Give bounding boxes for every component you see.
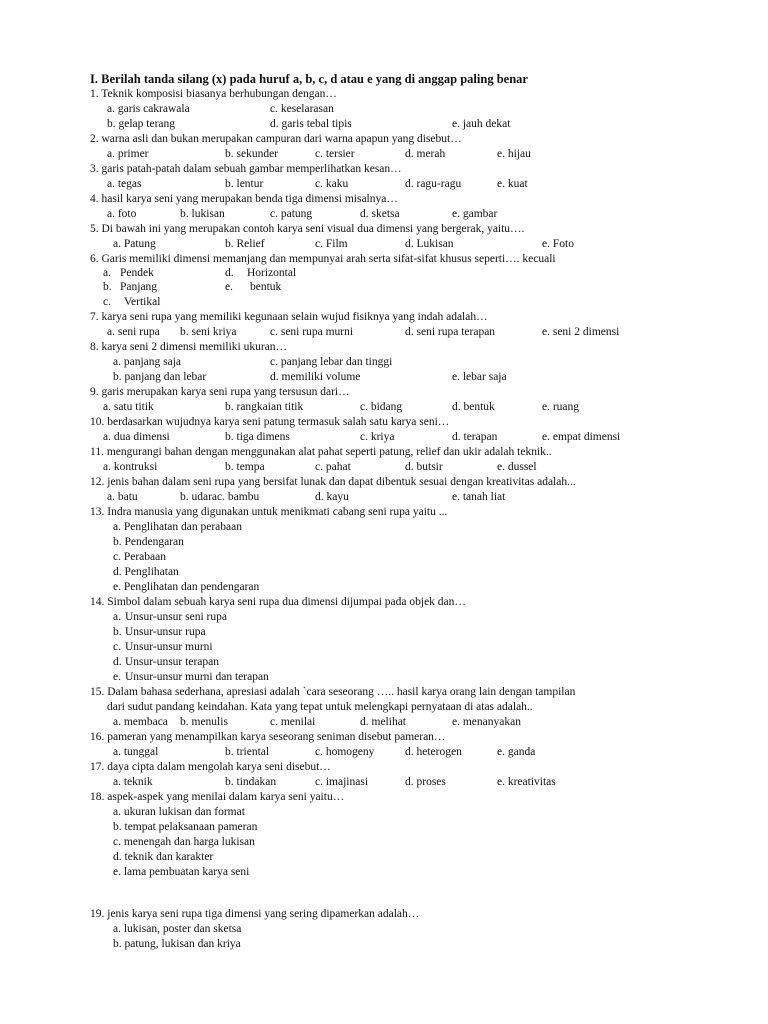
line-text: a. tunggal [113,746,159,758]
line-text: d. teknik dan karakter [113,851,214,863]
line-text: a. [103,267,111,279]
line-text: a. teknik [113,776,153,788]
line-text: c. menilai [270,716,316,728]
line-text: a. kontruksi [103,461,158,473]
section-heading: I. Berilah tanda silang (x) pada huruf a, b, c, d atau e yang di anggap paling benar [90,72,528,86]
line-text: 17. daya cipta dalam mengolah karya seni disebut… [90,761,331,773]
line-text: 8. karya seni 2 dimensi memiliki ukuran… [90,341,288,353]
line-text: a. dua dimensi [103,431,170,443]
line-text: b. tindakan [225,776,277,788]
line-text: d. proses [405,776,446,788]
line-text: d. terapan [452,431,498,443]
line-text: 15. Dalam bahasa sederhana, apresiasi adalah `cara seseorang ….. hasil karya orang lain dengan tampilan [90,686,576,698]
line-text: c. menengah dan harga lukisan [113,836,255,848]
line-text: 5. Di bawah ini yang merupakan contoh karya seni visual dua dimensi yang bergerak, yaitu…. [90,223,525,235]
line-text: b. [103,281,112,293]
line-text: e. [225,281,233,293]
line-text: d. kayu [315,491,349,503]
line-text: b. gelap terang [107,118,176,130]
line-text: a. ukuran lukisan dan format [113,806,245,818]
line-text: e. jauh dekat [452,118,511,130]
line-text: 3. garis patah-patah dalam sebuah gambar memperlihatkan kesan… [90,163,402,175]
line-text: d. Penglihatan [113,566,179,578]
line-text: d. seni rupa terapan [405,326,496,338]
line-text: a. membaca [113,716,168,728]
line-text: c. imajinasi [315,776,369,788]
line-text: c. homogeny [315,746,375,758]
line-text: c. panjang lebar dan tinggi [270,356,393,368]
line-text: a. [113,611,121,623]
line-text: a. batu [107,491,138,503]
line-text: 11. mengurangi bahan dengan menggunakan alat pahat seperti patung, relief dan ukir adalah teknik.. [90,446,552,458]
line-text: a. foto [107,208,137,220]
line-text: e. [113,671,121,683]
line-text: d. butsir [405,461,443,473]
line-text: 18. aspek-aspek yang menilai dalam karya seni yaitu… [90,791,345,803]
line-text: 9. garis merupakan karya seni rupa yang tersusun dari… [90,386,350,398]
line-text: b. patung, lukisan dan kriya [113,938,241,950]
line-text: b. tempat pelaksanaan pameran [113,821,258,833]
line-text: e. kuat [497,178,528,190]
line-text: a. lukisan, poster dan sketsa [113,923,242,935]
line-text: c. seni rupa murni [270,326,354,338]
line-text: d. bentuk [452,401,495,413]
line-text: e. Penglihatan dan pendengaran [113,581,260,593]
line-text: 10. berdasarkan wujudnya karya seni patung termasuk salah satu karya seni… [90,416,450,428]
line-text: a. panjang saja [113,356,182,368]
line-text: e. Foto [542,238,574,250]
line-text: a. primer [107,148,149,160]
line-text: Pendek [120,267,154,279]
line-text: b. Relief [225,238,265,250]
line-text: 13. Indra manusia yang digunakan untuk menikmati cabang seni rupa yaitu ... [90,506,448,518]
line-text: b. tiga dimens [225,431,290,443]
line-text: Unsur-unsur rupa [125,626,206,638]
line-text: e. lebar saja [452,371,507,383]
line-text: c. tersier [315,148,355,160]
line-text: d. memiliki volume [270,371,361,383]
line-text: e. ruang [542,401,580,413]
line-text: 7. karya seni rupa yang memiliki kegunaan selain wujud fisiknya yang indah adalah… [90,311,488,323]
line-text: Horizontal [247,267,297,279]
line-text: 12. jenis bahan dalam seni rupa yang bersifat lunak dan dapat dibentuk sesuai dengan kreativitas adalah... [90,476,576,488]
line-text: e. lama pembuatan karya seni [113,866,250,878]
line-text: d. [225,267,234,279]
line-text: c. Perabaan [113,551,166,563]
line-text: Panjang [120,281,158,293]
line-text: d. garis tebal tipis [270,118,352,130]
line-text: c. kriya [360,431,395,443]
line-text: a. Penglihatan dan perabaan [113,521,242,533]
line-text: d. melihat [360,716,406,728]
line-text: c. bidang [360,401,403,413]
line-text: c. keselarasan [270,103,334,115]
line-text: a. satu titik [103,401,154,413]
line-text: b. tempa [225,461,265,473]
line-text: Unsur-unsur terapan [125,656,219,668]
line-text: c. kaku [315,178,349,190]
line-text: a. Patung [113,238,156,250]
line-text: 19. jenis karya seni rupa tiga dimensi yang sering dipamerkan adalah… [90,908,420,920]
line-text: b. panjang dan lebar [113,371,207,383]
line-text: b. triental [225,746,270,758]
line-text: b. lentur [225,178,264,190]
line-text: a. garis cakrawala [107,103,190,115]
line-text: e. hijau [497,148,531,160]
line-text: e. empat dimensi [542,431,621,443]
line-text: 4. hasil karya seni yang merupakan benda tiga dimensi misalnya… [90,193,398,205]
line-text: 6. Garis memiliki dimensi memanjang dan mempunyai arah serta sifat-sifat khusus seperti…. kecuali [90,253,556,265]
line-text: Unsur-unsur seni rupa [125,611,227,623]
line-text: a. seni rupa [107,326,160,338]
line-text: 14. Simbol dalam sebuah karya seni rupa dua dimensi dijumpai pada objek dan… [90,596,466,608]
line-text: Unsur-unsur murni dan terapan [125,671,269,683]
line-text: d. merah [405,148,446,160]
line-text: e. gambar [452,208,498,220]
line-text: c. pahat [315,461,351,473]
line-text: b. lukisan [180,208,225,220]
line-text: Unsur-unsur murni [125,641,213,653]
line-text: b. rangkaian titik [225,401,304,413]
line-text: b. [113,626,122,638]
line-text: e. menanyakan [452,716,521,728]
line-text: a. tegas [107,178,142,190]
line-text: d. ragu-ragu [405,178,462,190]
line-text: b. Pendengaran [113,536,184,548]
line-text: 16. pameran yang menampilkan karya seseorang seniman disebut pameran… [90,731,446,743]
line-text: b. sekunder [225,148,279,160]
line-text: d. Lukisan [405,238,454,250]
line-text: c. [103,296,111,308]
line-text: c. patung [270,208,313,220]
line-text: Vertikal [124,296,161,308]
line-text: b. seni kriya [180,326,237,338]
line-text: e. dussel [497,461,537,473]
line-text: d. [113,656,122,668]
line-text: c. [113,641,121,653]
line-text: e. tanah liat [452,491,506,503]
line-text: dari sudut pandang keindahan. Kata yang tepat untuk melengkapi pernyataan di atas adalah.. [107,701,533,713]
line-text: 2. warna asli dan bukan merupakan campuran dari warna apapun yang disebut… [90,133,462,145]
line-text: b. udarac. bambu [180,491,260,503]
line-text: e. kreativitas [497,776,556,788]
line-text: 1. Teknik komposisi biasanya berhubungan dengan… [90,88,337,100]
line-text: c. Film [315,238,348,250]
line-text: bentuk [250,281,282,293]
line-text: d. sketsa [360,208,400,220]
line-text: b. menulis [180,716,228,728]
line-text: e. seni 2 dimensi [542,326,620,338]
line-text: e. ganda [497,746,536,758]
line-text: d. heterogen [405,746,462,758]
